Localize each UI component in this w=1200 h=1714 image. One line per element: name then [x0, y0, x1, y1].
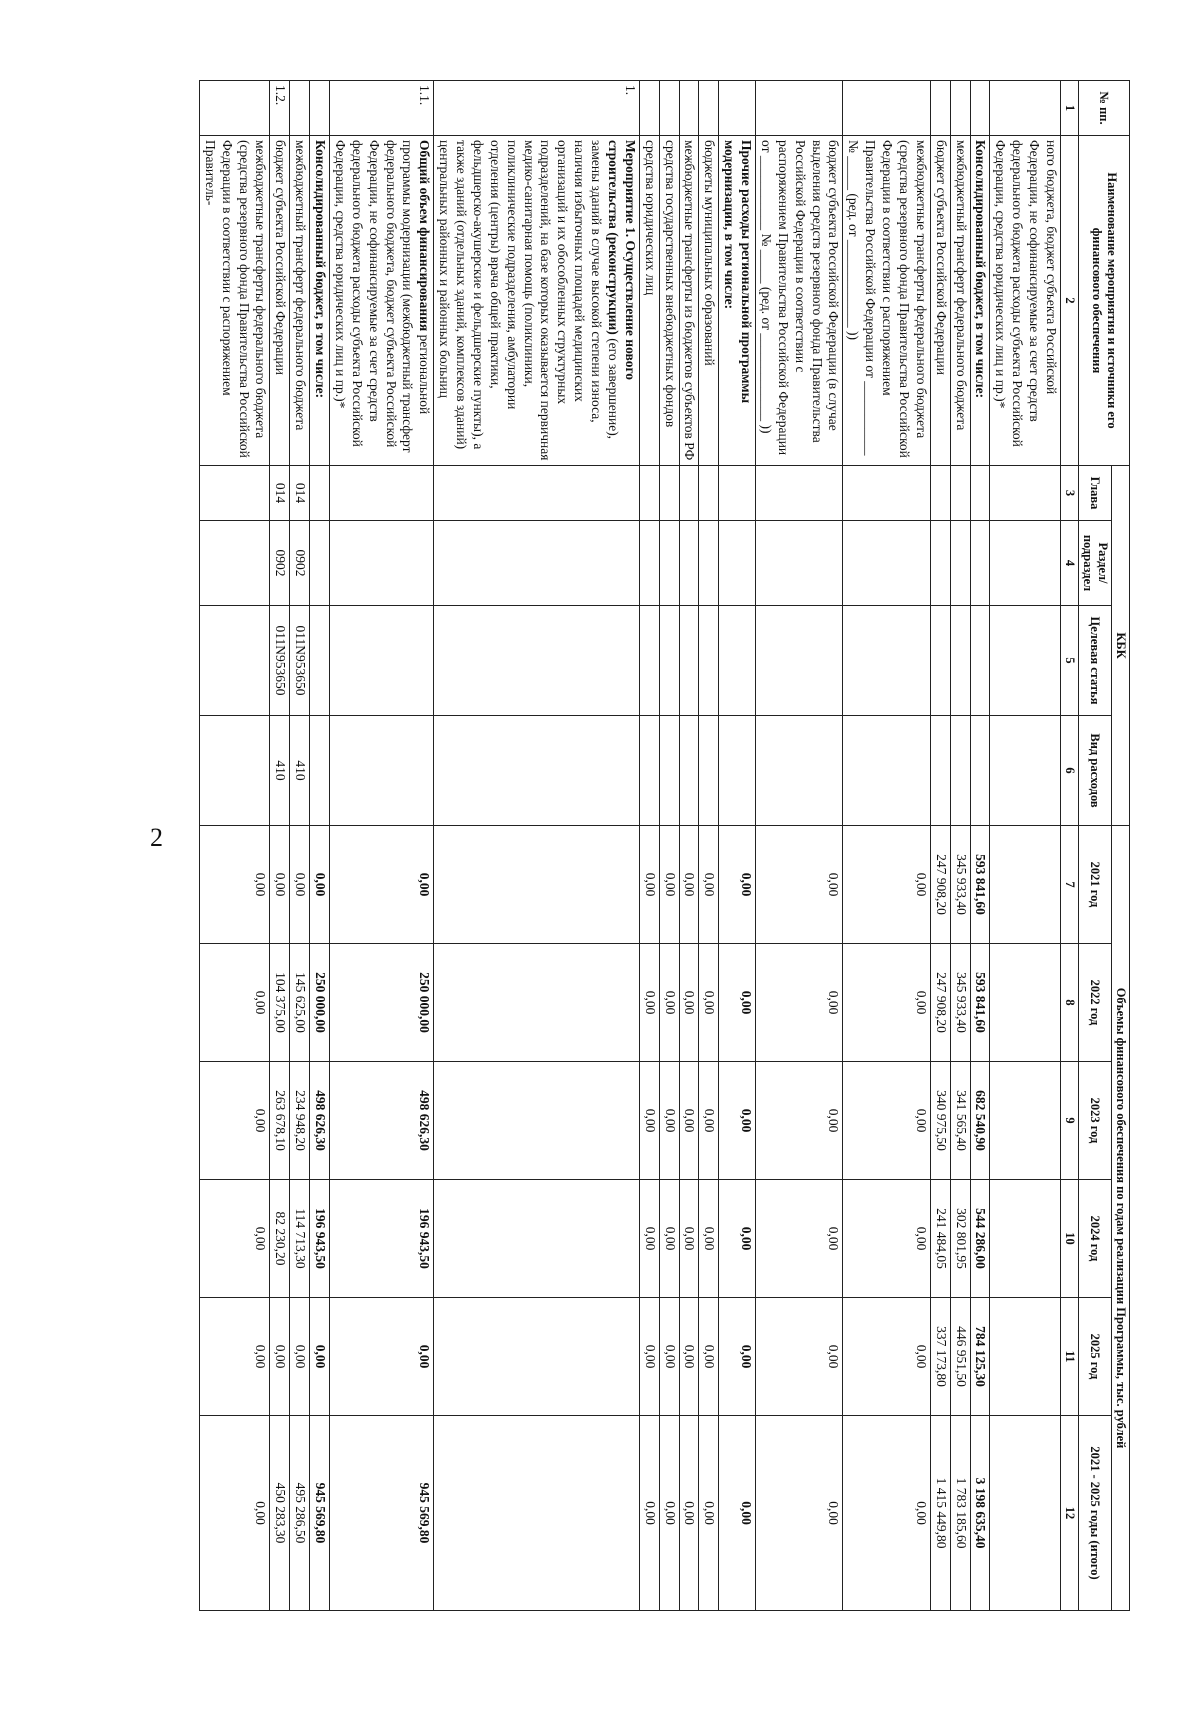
- statya-cell: [699, 606, 719, 716]
- vid-cell: [970, 716, 990, 826]
- value-2023: 340 975,50: [930, 1062, 950, 1180]
- value-total: 0,00: [200, 1416, 271, 1611]
- value-2021: 0,00: [843, 826, 930, 944]
- value-2025: [990, 1298, 1061, 1416]
- statya-cell: [756, 606, 843, 716]
- glava-cell: 014: [290, 466, 310, 521]
- row-number: [639, 81, 659, 136]
- col-number: 10: [1061, 1180, 1079, 1298]
- vid-cell: [843, 716, 930, 826]
- col-name-header: Наименование мероприятия и источники его финансового обеспечения: [1079, 136, 1130, 466]
- razdel-cell: 0902: [270, 521, 290, 606]
- row-name: межбюджетный трансферт федерального бюджета: [290, 136, 310, 466]
- statya-cell: [719, 606, 756, 716]
- razdel-cell: [699, 521, 719, 606]
- row-name-bold-prefix: Общий объем финансирования: [417, 140, 433, 332]
- volumes-header: Объемы финансового обеспечения по годам реализации Программы, тыс. рублей: [1112, 826, 1130, 1611]
- statya-cell: [310, 606, 330, 716]
- vid-cell: [950, 716, 970, 826]
- vid-cell: [719, 716, 756, 826]
- row-name: межбюджетный трансферт федерального бюджета: [950, 136, 970, 466]
- razdel-cell: [990, 521, 1061, 606]
- row-number: [699, 81, 719, 136]
- vid-cell: 410: [270, 716, 290, 826]
- header-row-1: [1112, 81, 1130, 1611]
- value-2021: 0,00: [270, 826, 290, 944]
- table-row: [843, 81, 930, 1611]
- row-name: средства юридических лиц: [639, 136, 659, 466]
- value-2023: 0,00: [843, 1062, 930, 1180]
- value-2024: 0,00: [679, 1180, 699, 1298]
- glava-cell: [930, 466, 950, 521]
- glava-cell: [639, 466, 659, 521]
- y2022-header: 2022 год: [1079, 944, 1112, 1062]
- table-row: [970, 81, 990, 1611]
- row-number: [930, 81, 950, 136]
- table-row: [310, 81, 330, 1611]
- row-name: межбюджетные трансферты федерального бюджета (средства резервного фонда Правительства Российской Федерации в соответствии с распоряжением Правитель-: [200, 136, 271, 466]
- table-row: [699, 81, 719, 1611]
- row-name: межбюджетные трансферты из бюджетов субъектов РФ: [679, 136, 699, 466]
- col-number: 5: [1061, 606, 1079, 716]
- value-2022: 345 933,40: [950, 944, 970, 1062]
- table-row: [270, 81, 290, 1611]
- glava-cell: [679, 466, 699, 521]
- table-row: [330, 81, 434, 1611]
- value-2022: 0,00: [659, 944, 679, 1062]
- value-total: 0,00: [719, 1416, 756, 1611]
- table-row: [950, 81, 970, 1611]
- row-name: межбюджетные трансферты федерального бюджета (средства резервного фонда Правительства Российской Федерации в соответствии с распоряжением Правительства Российской Федерации от ___________ № _____ (ред. от _____________ )): [843, 136, 930, 466]
- value-2021: 0,00: [756, 826, 843, 944]
- value-2025: 0,00: [290, 1298, 310, 1416]
- table-row: [290, 81, 310, 1611]
- statya-cell: [950, 606, 970, 716]
- value-2023: [434, 1062, 640, 1180]
- value-2023: [990, 1062, 1061, 1180]
- value-total: 0,00: [699, 1416, 719, 1611]
- row-number: [756, 81, 843, 136]
- value-2023: 682 540,90: [970, 1062, 990, 1180]
- value-2022: 0,00: [699, 944, 719, 1062]
- value-2025: 0,00: [200, 1298, 271, 1416]
- row-number: [200, 81, 271, 136]
- glava-cell: 014: [270, 466, 290, 521]
- glava-cell: [699, 466, 719, 521]
- row-number: [659, 81, 679, 136]
- value-2025: 0,00: [639, 1298, 659, 1416]
- value-2023: 341 565,40: [950, 1062, 970, 1180]
- row-number: [310, 81, 330, 136]
- col-number: 12: [1061, 1416, 1079, 1611]
- value-2023: 0,00: [679, 1062, 699, 1180]
- table-row: [930, 81, 950, 1611]
- value-2025: 446 951,50: [950, 1298, 970, 1416]
- value-2021: 0,00: [200, 826, 271, 944]
- col-number: 9: [1061, 1062, 1079, 1180]
- row-name: Общий объем финансирования региональной программы модернизации (межбюджетный трансферт федерального бюджета, бюджет субъекта Российской Федерации, не софинансируемые за счет средств федерального бюджета расходы субъекта Российской Федерации, средства юридических лиц и пр.)*: [330, 136, 434, 466]
- value-2024: 0,00: [843, 1180, 930, 1298]
- table-body: [200, 81, 1061, 1611]
- value-2022: 0,00: [756, 944, 843, 1062]
- row-name: Консолидированный бюджет, в том числе:: [970, 136, 990, 466]
- col-number: 6: [1061, 716, 1079, 826]
- glava-cell: [756, 466, 843, 521]
- value-2023: 0,00: [719, 1062, 756, 1180]
- value-2021: 247 908,20: [930, 826, 950, 944]
- vid-cell: [200, 716, 271, 826]
- statya-cell: 011N953650: [290, 606, 310, 716]
- vid-cell: [434, 716, 640, 826]
- vid-cell: [699, 716, 719, 826]
- glava-cell: [843, 466, 930, 521]
- row-number: [990, 81, 1061, 136]
- value-2022: [990, 944, 1061, 1062]
- row-name: бюджет субъекта Российской Федерации (в случае выделения средств резервного фонда Правительства Российской Федерации в соответствии с распоряжением Правительства Российской Федерации от ___________ № _____ (ред. от _____________ )): [756, 136, 843, 466]
- value-2021: [434, 826, 640, 944]
- razdel-cell: 0902: [290, 521, 310, 606]
- razdel-cell: [950, 521, 970, 606]
- value-2023: 234 948,20: [290, 1062, 310, 1180]
- glava-cell: [719, 466, 756, 521]
- value-2024: 196 943,50: [330, 1180, 434, 1298]
- razdel-cell: [200, 521, 271, 606]
- value-2021: 0,00: [719, 826, 756, 944]
- value-total: 0,00: [659, 1416, 679, 1611]
- razdel-cell: [930, 521, 950, 606]
- table-row: [719, 81, 756, 1611]
- value-2023: 0,00: [699, 1062, 719, 1180]
- value-2025: 337 173,80: [930, 1298, 950, 1416]
- value-2024: 0,00: [719, 1180, 756, 1298]
- value-2025: 0,00: [843, 1298, 930, 1416]
- header-numbers-row: [1061, 81, 1079, 1611]
- statya-cell: [659, 606, 679, 716]
- value-2021: 593 841,60: [970, 826, 990, 944]
- y2025-header: 2025 год: [1079, 1298, 1112, 1416]
- row-name: Мероприятие 1. Осуществление нового строительства (реконструкции) (его завершение), замены зданий в случае высокой степени износа, наличия избыточных площадей медицинских организаций и их обособленных структурных подразделений, на базе которых оказывается первичная медико-санитарная помощь (поликлиники, поликлинические подразделения, амбулатории отделения (центры) врача общей практики, фельдшерско-акушерские и фельдшерские пункты), а также зданий (отдельных зданий, комплексов зданий) центральных районных и районных больниц: [434, 136, 640, 466]
- statya-cell: [330, 606, 434, 716]
- statya-cell: [990, 606, 1061, 716]
- value-2023: 498 626,30: [310, 1062, 330, 1180]
- col-number: 8: [1061, 944, 1079, 1062]
- value-2024: 544 286,00: [970, 1180, 990, 1298]
- value-total: 0,00: [639, 1416, 659, 1611]
- value-total: 495 286,50: [290, 1416, 310, 1611]
- col-number: 1: [1061, 81, 1079, 136]
- value-2024: 82 230,20: [270, 1180, 290, 1298]
- row-name: ного бюджета, бюджет субъекта Российской Федерации, не софинансируемые за счет средств федерального бюджета расходы субъекта Российской Федерации, средства юридических лиц и пр.)*: [990, 136, 1061, 466]
- statya-cell: [434, 606, 640, 716]
- value-2024: 241 484,05: [930, 1180, 950, 1298]
- value-2024: 0,00: [200, 1180, 271, 1298]
- col-number: 11: [1061, 1298, 1079, 1416]
- financing-table: [199, 80, 1130, 1611]
- value-2022: 250 000,00: [310, 944, 330, 1062]
- row-number: [843, 81, 930, 136]
- value-2022: 145 625,00: [290, 944, 310, 1062]
- value-2024: 0,00: [639, 1180, 659, 1298]
- razdel-cell: [679, 521, 699, 606]
- value-2022: 593 841,60: [970, 944, 990, 1062]
- value-total: 0,00: [843, 1416, 930, 1611]
- value-2025: 0,00: [756, 1298, 843, 1416]
- value-2021: 0,00: [659, 826, 679, 944]
- razdel-cell: [330, 521, 434, 606]
- row-number: [719, 81, 756, 136]
- table-row: [434, 81, 640, 1611]
- statya-cell: [639, 606, 659, 716]
- row-number: 1.2.: [270, 81, 290, 136]
- razdel-cell: [659, 521, 679, 606]
- razdel-header: Раздел/ подраздел: [1079, 521, 1112, 606]
- statya-cell: [843, 606, 930, 716]
- glava-cell: [434, 466, 640, 521]
- razdel-cell: [310, 521, 330, 606]
- glava-cell: [990, 466, 1061, 521]
- value-total: 945 569,80: [310, 1416, 330, 1611]
- razdel-cell: [970, 521, 990, 606]
- value-total: 0,00: [756, 1416, 843, 1611]
- value-2021: [990, 826, 1061, 944]
- value-2023: 0,00: [659, 1062, 679, 1180]
- vid-cell: [990, 716, 1061, 826]
- value-2023: 498 626,30: [330, 1062, 434, 1180]
- col-number: 4: [1061, 521, 1079, 606]
- table-row: [659, 81, 679, 1611]
- value-2025: 0,00: [679, 1298, 699, 1416]
- row-name: бюджеты муниципальных образований: [699, 136, 719, 466]
- total-header: 2021 - 2025 годы (итого): [1079, 1416, 1112, 1611]
- razdel-cell: [639, 521, 659, 606]
- row-name: Консолидированный бюджет, в том числе:: [310, 136, 330, 466]
- y2023-header: 2023 год: [1079, 1062, 1112, 1180]
- value-total: [434, 1416, 640, 1611]
- value-2025: [434, 1298, 640, 1416]
- row-number: [970, 81, 990, 136]
- value-2021: 0,00: [639, 826, 659, 944]
- value-2023: 263 678,10: [270, 1062, 290, 1180]
- value-total: [990, 1416, 1061, 1611]
- value-2022: 104 375,00: [270, 944, 290, 1062]
- table-row: [990, 81, 1061, 1611]
- statya-cell: [930, 606, 950, 716]
- value-2022: 250 000,00: [330, 944, 434, 1062]
- value-2022: [434, 944, 640, 1062]
- row-name: бюджет субъекта Российской Федерации: [270, 136, 290, 466]
- y2021-header: 2021 год: [1079, 826, 1112, 944]
- glava-cell: [950, 466, 970, 521]
- glava-header: Глава: [1079, 466, 1112, 521]
- razdel-cell: [434, 521, 640, 606]
- value-2022: 0,00: [639, 944, 659, 1062]
- value-total: 450 283,30: [270, 1416, 290, 1611]
- statya-cell: [970, 606, 990, 716]
- vid-cell: [330, 716, 434, 826]
- value-2025: 0,00: [270, 1298, 290, 1416]
- vid-cell: [310, 716, 330, 826]
- value-total: 1 783 185,60: [950, 1416, 970, 1611]
- glava-cell: [200, 466, 271, 521]
- value-2025: 0,00: [659, 1298, 679, 1416]
- value-2025: 0,00: [330, 1298, 434, 1416]
- value-2021: 345 933,40: [950, 826, 970, 944]
- value-2021: 0,00: [330, 826, 434, 944]
- row-name: средства государственных внебюджетных фондов: [659, 136, 679, 466]
- value-2024: 0,00: [699, 1180, 719, 1298]
- value-2024: [434, 1180, 640, 1298]
- kbk-header: КБК: [1112, 466, 1130, 826]
- value-2022: 0,00: [679, 944, 699, 1062]
- value-2021: 0,00: [310, 826, 330, 944]
- col-number: 7: [1061, 826, 1079, 944]
- value-2022: 247 908,20: [930, 944, 950, 1062]
- vid-cell: 410: [290, 716, 310, 826]
- value-2021: 0,00: [699, 826, 719, 944]
- rotated-table-sheet: [80, 80, 1130, 1610]
- row-name-bold-prefix: Мероприятие 1. Осуществление нового строительства (реконструкции): [606, 140, 638, 380]
- col-number: 2: [1061, 136, 1079, 466]
- razdel-cell: [756, 521, 843, 606]
- value-2023: 0,00: [200, 1062, 271, 1180]
- row-name: бюджет субъекта Российской Федерации: [930, 136, 950, 466]
- value-2024: 114 713,30: [290, 1180, 310, 1298]
- value-2022: 0,00: [843, 944, 930, 1062]
- value-2025: 0,00: [699, 1298, 719, 1416]
- value-2024: [990, 1180, 1061, 1298]
- col-no-header: № пп.: [1079, 81, 1130, 136]
- vid-header: Вид расходов: [1079, 716, 1112, 826]
- glava-cell: [330, 466, 434, 521]
- page-number: 2: [150, 823, 163, 852]
- statya-cell: [200, 606, 271, 716]
- row-name: Прочие расходы региональной программы модернизации, в том числе:: [719, 136, 756, 466]
- razdel-cell: [843, 521, 930, 606]
- table-row: [639, 81, 659, 1611]
- glava-cell: [659, 466, 679, 521]
- value-2025: 0,00: [310, 1298, 330, 1416]
- row-number: [679, 81, 699, 136]
- value-2021: 0,00: [290, 826, 310, 944]
- value-2024: 196 943,50: [310, 1180, 330, 1298]
- row-number: 1.: [434, 81, 640, 136]
- row-number: [950, 81, 970, 136]
- col-number: 3: [1061, 466, 1079, 521]
- value-total: 945 569,80: [330, 1416, 434, 1611]
- table-row: [200, 81, 271, 1611]
- table-row: [679, 81, 699, 1611]
- glava-cell: [970, 466, 990, 521]
- value-total: 0,00: [679, 1416, 699, 1611]
- value-total: 1 415 449,80: [930, 1416, 950, 1611]
- razdel-cell: [719, 521, 756, 606]
- statya-header: Целевая статья: [1079, 606, 1112, 716]
- value-total: 3 198 635,40: [970, 1416, 990, 1611]
- value-2024: 0,00: [756, 1180, 843, 1298]
- value-2023: 0,00: [639, 1062, 659, 1180]
- vid-cell: [679, 716, 699, 826]
- statya-cell: [679, 606, 699, 716]
- value-2024: 302 801,95: [950, 1180, 970, 1298]
- vid-cell: [659, 716, 679, 826]
- value-2024: 0,00: [659, 1180, 679, 1298]
- vid-cell: [639, 716, 659, 826]
- value-2022: 0,00: [200, 944, 271, 1062]
- value-2023: 0,00: [756, 1062, 843, 1180]
- value-2022: 0,00: [719, 944, 756, 1062]
- row-number: 1.1.: [330, 81, 434, 136]
- value-2021: 0,00: [679, 826, 699, 944]
- y2024-header: 2024 год: [1079, 1180, 1112, 1298]
- glava-cell: [310, 466, 330, 521]
- vid-cell: [756, 716, 843, 826]
- value-2025: 784 125,30: [970, 1298, 990, 1416]
- table-row: [756, 81, 843, 1611]
- value-2025: 0,00: [719, 1298, 756, 1416]
- statya-cell: 011N953650: [270, 606, 290, 716]
- vid-cell: [930, 716, 950, 826]
- row-number: [290, 81, 310, 136]
